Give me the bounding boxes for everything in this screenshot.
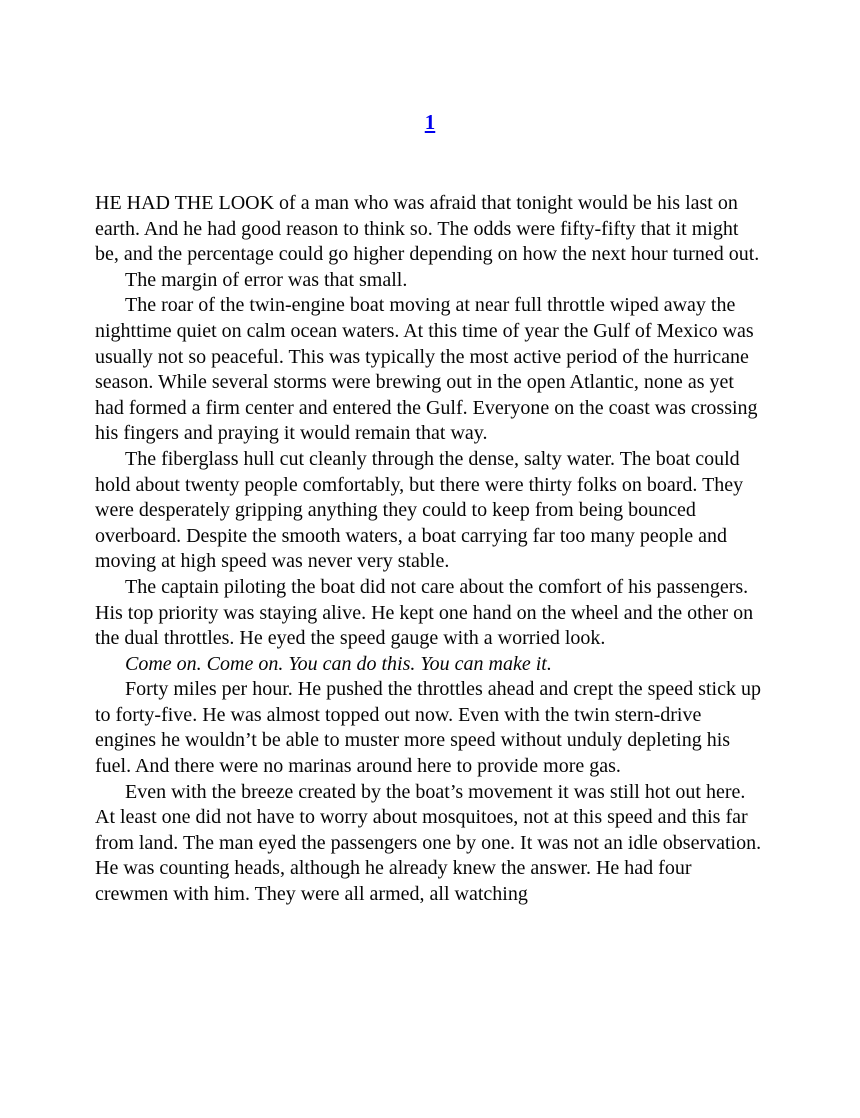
paragraph: Forty miles per hour. He pushed the throttles ahead and crept the speed stick up to forty-five. He was almost topped out now. Even with the twin stern-drive engines he wouldn’t be able to muster more speed without unduly depleting his fuel. And there were no marinas around here to provide more gas. <box>95 678 761 778</box>
paragraph: The fiberglass hull cut cleanly through the dense, salty water. The boat could hold about twenty people comfortably, but there were thirty folks on board. They were desperately gripping anything they could to keep from being bounced overboard. Despite the smooth waters, a boat carrying far too many people and moving at high speed was never very stable. <box>95 447 744 573</box>
paragraph-inner-monologue: Come on. Come on. You can do this. You can make it. <box>125 652 552 675</box>
chapter-link[interactable]: 1 <box>424 110 436 134</box>
paragraph: The margin of error was that small. <box>125 268 408 291</box>
paragraph: Even with the breeze created by the boat’s movement it was still hot out here. At least one did not have to worry about mosquitoes, not at this speed and this far from land. The man eyed the passengers one by one. It was not an idle observation. He was counting heads, although he already knew the answer. He had four crewmen with him. They were all armed, all watching <box>95 780 762 906</box>
paragraph: HE HAD THE LOOK of a man who was afraid that tonight would be his last on earth. And he had good reason to think so. The odds were fifty-fifty that it might be, and the percentage could go higher depending on how the next hour turned out. <box>95 192 760 266</box>
paragraph: The captain piloting the boat did not care about the comfort of his passengers. His top priority was staying alive. He kept one hand on the wheel and the other on the dual throttles. He eyed the speed gauge with a worried look. <box>95 575 754 650</box>
body-text-column <box>95 191 765 908</box>
paragraph: The roar of the twin-engine boat moving at near full throttle wiped away the nighttime quiet on calm ocean waters. At this time of year the Gulf of Mexico was usually not so peaceful. This was typically the most active period of the hurricane season. While several storms were brewing out in the open Atlantic, none as yet had formed a firm center and entered the Gulf. Everyone on the coast was crossing his fingers and praying it would remain that way. <box>95 294 758 445</box>
chapter-heading <box>0 0 860 135</box>
